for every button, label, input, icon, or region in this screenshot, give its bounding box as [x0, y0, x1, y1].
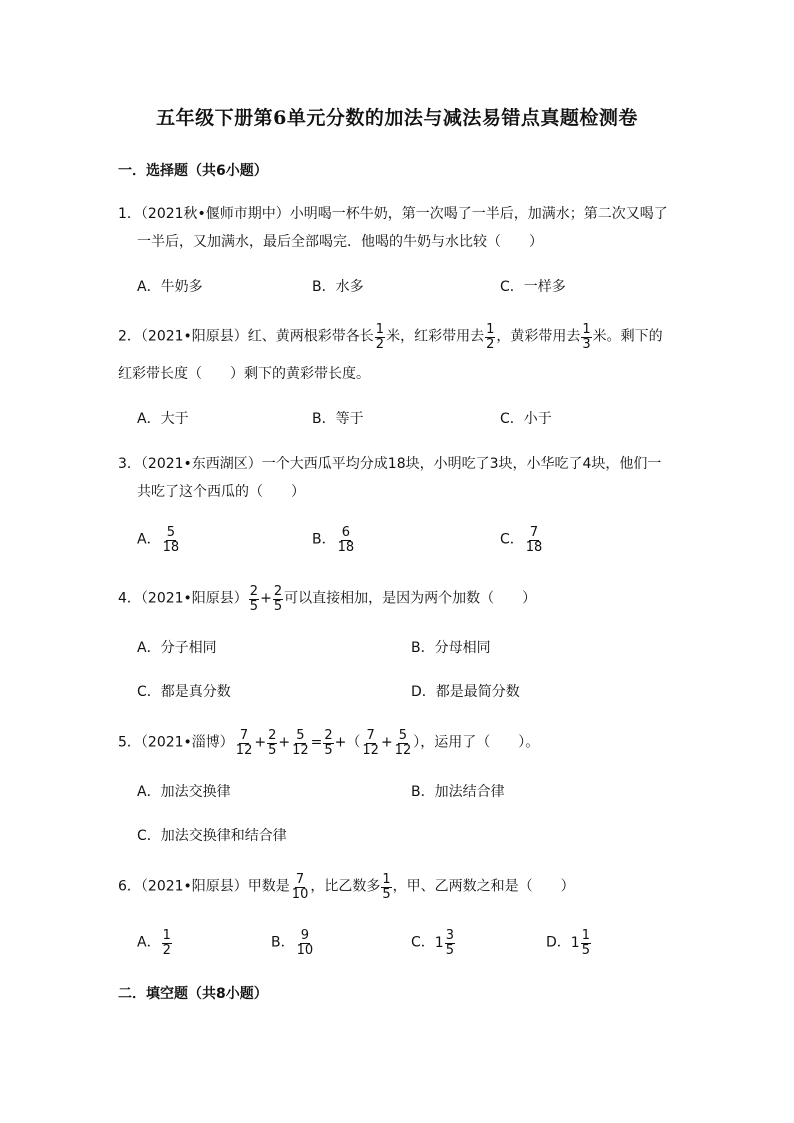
fraction [249, 585, 259, 614]
fraction [235, 729, 254, 758]
fraction [375, 323, 385, 352]
question-4-text-2: 可以直接相加，是因为两个加数（ ） [284, 590, 537, 607]
mixed-whole: 1 [570, 934, 580, 951]
question-4-option-c: C．都是真分数 [137, 684, 231, 700]
mixed-number [435, 928, 456, 957]
question-3-option-c [500, 525, 544, 554]
section-heading-choice: 一．选择题（共6小题） [118, 163, 268, 179]
question-4-option-b: B．分母相同 [411, 640, 491, 656]
question-5-option-b: B．加法结合律 [411, 784, 505, 800]
plus-sign: + [278, 734, 291, 751]
question-2-text-2: 米，红彩带用去 [386, 328, 485, 345]
option-label: B． [312, 531, 336, 548]
mixed-number [571, 928, 592, 957]
fraction [337, 526, 356, 555]
equals-sign: = [310, 734, 323, 751]
fraction-denominator: 5 [249, 599, 259, 614]
fraction [273, 585, 283, 614]
question-4-line-1 [118, 584, 536, 613]
option-label: D． [546, 934, 571, 951]
question-2-option-b: B．等于 [312, 411, 364, 427]
fraction-numerator: 5 [398, 728, 408, 743]
fraction [381, 873, 391, 902]
question-6-option-d [546, 928, 592, 957]
plus-paren: +（ [334, 734, 361, 751]
fraction-denominator: 12 [362, 743, 379, 758]
fraction-numerator: 7 [529, 525, 539, 540]
question-1-line-1: 1．（2021秋•偃师市期中）小明喝一杯牛奶，第一次喝了一半后，加满水；第二次又喝了 [118, 206, 668, 222]
question-6-text-3: ，甲、乙两数之和是（ ） [392, 878, 575, 895]
plus-sign: + [380, 734, 393, 751]
fraction [581, 929, 591, 958]
option-label: C． [500, 531, 524, 548]
fraction-numerator: 2 [268, 728, 277, 743]
fraction-denominator: 12 [292, 743, 309, 758]
question-2-text-4: 米。剩下的 [592, 328, 663, 345]
question-6-text-2: ，比乙数多 [310, 878, 381, 895]
question-5-line-1 [118, 728, 539, 757]
question-2-text-1: 2．（2021•阳原县）红、黄两根彩带各长 [118, 328, 374, 345]
fraction-denominator: 10 [291, 887, 309, 902]
option-label: C． [411, 934, 435, 951]
fraction-numerator: 9 [300, 928, 310, 943]
question-5-text-1: 5．（2021•淄博） [118, 734, 234, 751]
fraction-denominator: 3 [582, 337, 591, 352]
fraction-denominator: 18 [162, 540, 180, 555]
fraction-numerator: 1 [162, 928, 171, 943]
question-6-option-b [271, 928, 315, 957]
option-label: B． [271, 934, 295, 951]
fraction-denominator: 2 [162, 943, 171, 958]
mixed-whole: 1 [434, 934, 444, 951]
fraction-numerator: 1 [582, 322, 591, 337]
fraction-numerator: 5 [166, 525, 175, 540]
option-label: A． [137, 934, 161, 951]
fraction-numerator: 7 [239, 728, 249, 743]
fraction-denominator: 18 [525, 540, 543, 555]
fraction-denominator: 10 [296, 943, 314, 958]
fraction-denominator: 2 [375, 337, 385, 352]
fraction-numerator: 2 [249, 584, 259, 599]
fraction-denominator: 5 [581, 943, 590, 958]
fraction-numerator: 1 [382, 872, 391, 887]
fraction-numerator: 5 [296, 728, 305, 743]
question-2-text-3: ，黄彩带用去 [496, 328, 581, 345]
fraction [291, 873, 310, 902]
question-6-option-c [411, 928, 456, 957]
question-6-text-1: 6．（2021•阳原县）甲数是 [118, 878, 290, 895]
plus-sign: + [254, 734, 267, 751]
fraction [291, 729, 310, 758]
question-3-line-2: 共吃了这个西瓜的（ ） [137, 484, 305, 500]
question-4-option-a: A．分子相同 [137, 640, 217, 656]
question-4-text-1: 4．（2021•阳原县） [118, 590, 248, 607]
fraction-denominator: 5 [268, 743, 277, 758]
question-3-option-a [137, 525, 181, 554]
question-3-line-1: 3．（2021•东西湖区）一个大西瓜平均分成18块，小明吃了3块，小华吃了4块，他们一 [118, 456, 662, 472]
question-3-option-b [312, 525, 356, 554]
question-2-option-c: C．小于 [500, 411, 552, 427]
fraction [323, 729, 333, 758]
fraction-numerator: 2 [324, 728, 333, 743]
fraction-numerator: 6 [341, 525, 351, 540]
fraction-denominator: 12 [394, 743, 412, 758]
fraction-denominator: 2 [486, 337, 495, 352]
question-5-option-a: A．加法交换律 [137, 784, 231, 800]
fraction-numerator: 3 [445, 928, 454, 943]
fraction-denominator: 5 [324, 743, 333, 758]
fraction-numerator: 7 [366, 728, 375, 743]
fraction [296, 929, 315, 958]
fraction-numerator: 2 [273, 584, 283, 599]
fraction [525, 526, 544, 555]
question-2-line-2: 红彩带长度（ ）剩下的黄彩带长度。 [118, 366, 370, 382]
question-4-option-d: D．都是最简分数 [411, 684, 520, 700]
question-5-option-c: C．加法交换律和结合律 [137, 828, 287, 844]
question-6-option-a [137, 928, 173, 957]
question-6-line-1 [118, 872, 575, 901]
fraction-denominator: 18 [337, 540, 355, 555]
question-1-option-c: C．一样多 [500, 279, 566, 295]
fraction-numerator: 7 [295, 872, 305, 887]
fraction [162, 929, 172, 958]
fraction-numerator: 1 [375, 322, 385, 337]
fraction-denominator: 5 [382, 887, 391, 902]
fraction-denominator: 12 [235, 743, 253, 758]
page-title: 五年级下册第6单元分数的加法与减法易错点真题检测卷 [156, 107, 638, 129]
fraction [485, 323, 495, 352]
question-1-option-b: B．水多 [312, 279, 364, 295]
fraction-denominator: 5 [445, 943, 454, 958]
question-1-line-2: 一半后，又加满水，最后全部喝完．他喝的牛奶与水比较（ ） [137, 234, 543, 250]
question-1-option-a: A．牛奶多 [137, 279, 203, 295]
option-label: A． [137, 531, 161, 548]
fraction [445, 929, 455, 958]
fraction [162, 526, 181, 555]
section-heading-fill-blank: 二．填空题（共8小题） [118, 986, 268, 1002]
fraction [581, 323, 591, 352]
question-2-line-1 [118, 322, 663, 351]
fraction-denominator: 5 [273, 599, 283, 614]
question-5-text-2: ），运用了（ ）。 [413, 734, 540, 751]
fraction [267, 729, 277, 758]
fraction-numerator: 1 [486, 322, 495, 337]
plus-sign: + [260, 590, 272, 607]
question-2-option-a: A．大于 [137, 411, 189, 427]
fraction-numerator: 1 [581, 928, 590, 943]
fraction [361, 729, 380, 758]
fraction [394, 729, 413, 758]
